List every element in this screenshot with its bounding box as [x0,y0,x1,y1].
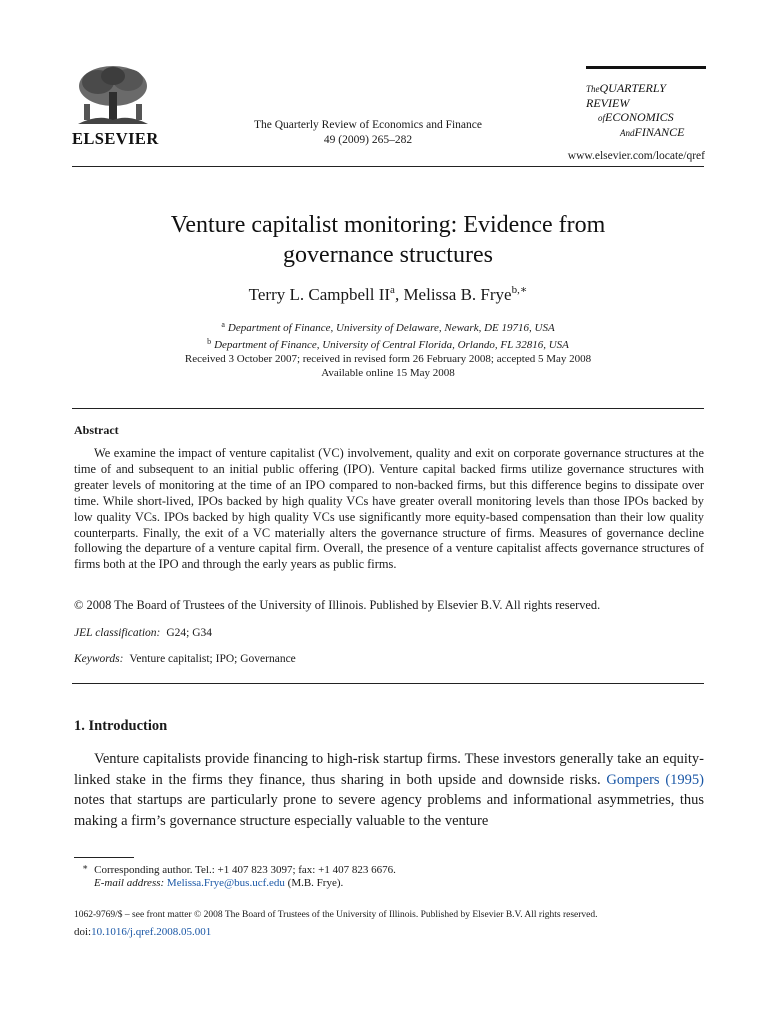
abstract-text: We examine the impact of venture capitalist (VC) involvement, quality and exit on corporate governance structures at the time of and subsequent to an initial public offering (IPO). Venture capital backed firms utilize governance structures with greater levels of monitoring at the time of an IPO compared to non-backed firms, but this difference begins to dissipate over time. While short-lived, IPOs backed by high quality VCs have greater overall monitoring levels than those IPOs backed by low quality VCs. IPOs backed by high quality VCs use significantly more equity-based compensation than their low quality counterparts. Finally, the exit of a VC materially alters the governance structure of firms. Measures of governance decline following the departure of a venture capital firm. Overall, the presence of a venture capitalist affects governance structures of firms both at the IPO and through the early years as public firms. [74,446,704,572]
header-divider [72,166,704,167]
available-online: Available online 15 May 2008 [321,367,455,379]
journal-citation [200,118,536,148]
masthead-line-2: ofECONOMICS [598,110,674,124]
corresponding-author-note: ∗ Corresponding author. Tel.: +1 407 823 3097; fax: +1 407 823 6676. [82,862,396,876]
article-history [72,352,704,380]
email-note: E-mail address: Melissa.Frye@bus.ucf.edu (M.B. Frye). [94,877,344,889]
received-dates: Received 3 October 2007; received in revised form 26 February 2008; accepted 5 May 2008 [184,353,592,365]
abstract-bottom-divider [72,683,704,684]
jel-classification: JEL classification: G24; G34 [74,627,213,639]
reference-link-gompers-1995[interactable]: Gompers (1995) [606,771,704,788]
author-list: Terry L. Campbell $II^a$, Melissa B. Frye$^{b,∗}$ [248,284,528,304]
masthead-line-3: AndFINANCE [620,125,685,139]
section-heading-introduction: 1. Introduction [74,718,168,734]
issn-copyright-line: 1062-9769/$ – see front matter © 2008 The Board of Trustees of the University of Illinois. Published by Elsevier B.V. All rights reserved. [74,910,598,920]
affiliations [72,318,704,352]
doi-link[interactable]: 10.1016/j.qref.2008.05.001 [91,926,212,938]
elsevier-tree-icon [68,64,158,128]
abstract-heading: Abstract [74,423,119,437]
author-frye[interactable]: Melissa B. Frye [403,285,512,304]
author-frye-affil[interactable]: b,∗ [511,284,528,296]
publisher-name: ELSEVIER [72,129,159,148]
abstract-copyright: © 2008 The Board of Trustees of the University of Illinois. Published by Elsevier B.V. All rights reserved. [74,598,601,612]
abstract-top-divider [72,408,704,409]
affiliation-a: $^a$ Department of Finance, University of Delaware, Newark, DE 19716, USA [221,320,555,334]
keywords: Keywords: Venture capitalist; IPO; Governance [74,653,296,665]
article-title: Venture capitalist monitoring: Evidence from governance structures [170,212,606,268]
email-link[interactable]: Melissa.Frye@bus.ucf.edu [166,877,285,889]
journal-masthead [586,66,706,140]
footnote-divider [74,857,134,858]
introduction-paragraph: Venture capitalists provide financing to high-risk startup firms. These investors generally take an equity-linked stake in the firms they finance, thus sharing in both upside and downside risks. Gompers (1995) notes that startups are particularly prone to severe agency problems and informational asymmetries, thus making a firm’s governance structure especially valuable to the venture [74,751,704,829]
volume-pages: 49 (2009) 265–282 [323,134,413,146]
elsevier-logo [68,64,158,148]
affiliation-b: $^b$ Department of Finance, University of Central Florida, Orlando, FL 32816, USA [207,337,569,351]
masthead-bar [586,66,706,69]
masthead-line-1: TheQUARTERLY REVIEW [586,81,666,110]
doi-line: doi:10.1016/j.qref.2008.05.001 [74,926,212,938]
journal-url-link[interactable]: www.elsevier.com/locate/qref [567,150,705,162]
author-campbell-affil[interactable]: a [390,284,395,296]
author-campbell[interactable]: Terry L. Campbell II [248,285,391,304]
journal-name: The Quarterly Review of Economics and Finance [253,119,482,131]
